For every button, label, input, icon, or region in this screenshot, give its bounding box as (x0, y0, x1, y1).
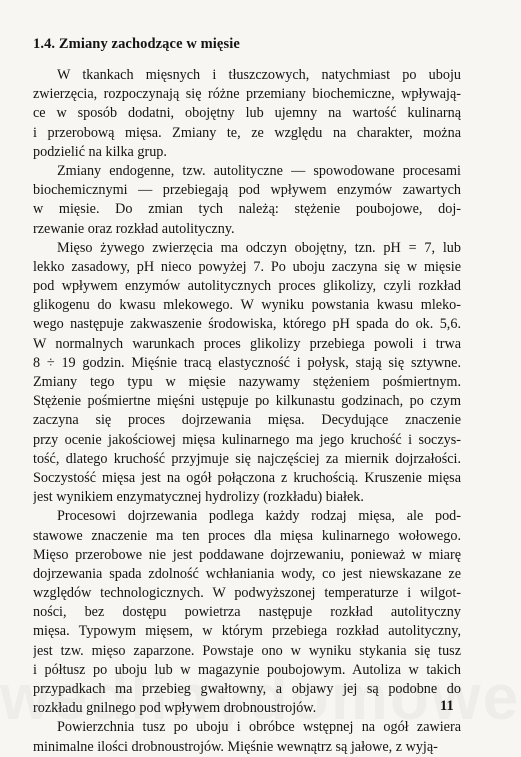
text-line: względów technologicznych. W podwyższonej temperaturze i wilgot- (33, 585, 461, 602)
text-line: tość, dlatego kruchość przyjmuje się najczęściej za miernik dojrzałości. (33, 450, 461, 467)
text-line: przypadkach ma przebieg gwałtowny, a objawy jej są podobne do (33, 681, 461, 697)
text-line: glikogenu do kwasu mlekowego. W wyniku powstania kwasu mleko- (33, 297, 461, 314)
text-line: lekko zasadowy, pH nieco powyżej 7. Po uboju zaczyna się w mięsie (33, 258, 461, 275)
text-line: Zmiany endogenne, tzw. autolityczne — spowodowane procesami (57, 162, 461, 179)
text-line: w mięsie. Do zmian tych należą: stężenie poubojowe, doj- (33, 201, 461, 218)
text-line: i przerobową mięsa. Zmiany te, ze względu na charakter, można (33, 124, 461, 141)
text-line: mięsa. Typowym mięsem, w którym przebiega rozkład autolityczny, (33, 623, 461, 640)
text-line: Mięso przerobowe nie jest poddawane dojrzewaniu, ponieważ w miarę (33, 546, 461, 563)
text-line: dojrzewania spada zdolność wchłaniania wody, co jest niewskazane ze (33, 565, 461, 582)
text-line: biochemicznymi — przebiegają pod wpływem enzymów zawartych (33, 182, 461, 199)
section-heading: 1.4. Zmiany zachodzące w mięsie (33, 36, 240, 52)
text-line: Soczystość mięsa jest na ogół połączona z kruchością. Kruszenie mięsa (33, 469, 461, 486)
text-line: rozkładu gnilnego pod wpływem drobnoustrojów. (33, 700, 317, 717)
text-line: jest wynikiem enzymatycznej hydrolizy (rozkładu) białek. (33, 489, 364, 506)
text-line: Procesowi dojrzewania podlega każdy rodzaj mięsa, ale pod- (57, 508, 461, 525)
text-line: W tkankach mięsnych i tłuszczowych, natychmiast po uboju (57, 67, 461, 83)
watermark (0, 660, 521, 734)
text-line: minimalne ilości drobnoustrojów. Mięśnie wewnątrz są jałowe, z wyją- (33, 738, 438, 755)
page-number: 11 (440, 698, 454, 714)
text-line: zaczyna się proces dojrzewania mięsa. Decydujące znaczenie (33, 412, 461, 429)
body-text (33, 66, 461, 757)
text-line: Zmiany tego typu w mięsie nazywamy stężeniem pośmiertnym. (33, 374, 461, 390)
text-line: W normalnych warunkach proces glikolizy przebiega powoli i trwa (33, 335, 461, 352)
text-line: wego następuje zakwaszenie środowiska, którego pH spada do ok. 5,6. (33, 316, 461, 333)
text-line: ności, bez dostępu powietrza następuje rozkład autolityczny (33, 604, 461, 621)
text-line: przy ocenie jakościowej mięsa kulinarnego ma jego kruchość i soczys- (33, 431, 461, 448)
text-line: pod wpływem enzymów autolitycznych proces glikolizy, czyli rozkład (33, 278, 461, 295)
text-line: Powierzchnia tusz po uboju i obróbce wstępnej na ogół zawiera (57, 719, 461, 736)
text-line: rzewanie oraz rozkład autolityczny. (33, 220, 235, 237)
text-line: Stężenie pośmiertne mięśni ustępuje po kilkunastu godzinach, po czym (33, 393, 461, 410)
text-line: podzielić na kilka grup. (33, 143, 167, 160)
text-line: 8 ÷ 19 godzin. Mięśnie tracą elastyczność i połysk, stają się sztywne. (33, 354, 461, 371)
text-line: stawowe znaczenie ma ten proces dla mięsa kulinarnego wołowego. (33, 527, 461, 544)
text-line: jest tzw. mięso zaparzone. Powstaje ono w wyniku stykania się tusz (33, 642, 461, 659)
text-line: ce w sposób dodatni, obojętny lub ujemny na wartość kulinarną (33, 105, 461, 122)
text-line: i półtusz po uboju lub w magazynie poubojowym. Autoliza w takich (33, 661, 461, 678)
text-line: Mięso żywego zwierzęcia ma odczyn obojętny, tzn. pH = 7, lub (57, 239, 461, 256)
text-line: zwierzęcia, rozpoczynają się różne przemiany biochemiczne, wpływają- (33, 86, 461, 103)
